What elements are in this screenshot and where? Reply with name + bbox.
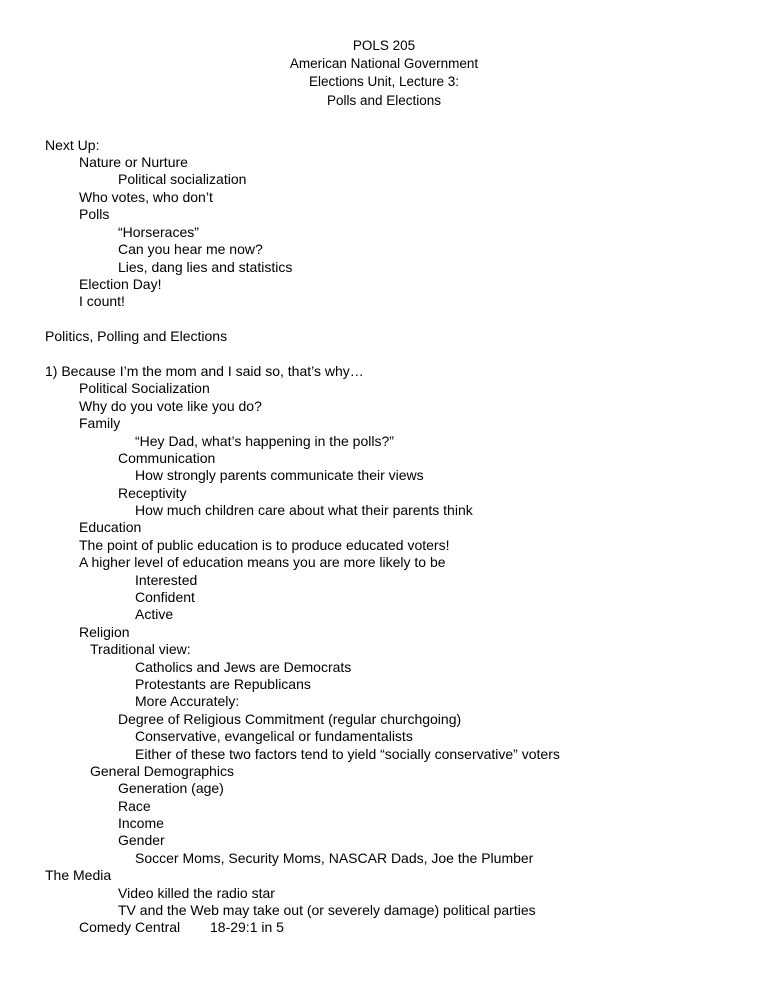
outline-item: Political Socialization <box>79 380 210 396</box>
outline-item: Gender <box>118 832 165 848</box>
outline-item: 18-29:1 in 5 <box>210 919 284 935</box>
outline-item: Comedy Central <box>79 919 181 935</box>
outline-item: Confident <box>135 589 195 605</box>
outline-item: Polls <box>79 206 110 222</box>
outline-item: Political socialization <box>118 171 247 187</box>
outline-item: “Hey Dad, what’s happening in the polls?” <box>135 433 394 449</box>
section-title: Politics, Polling and Elections <box>45 328 228 344</box>
outline-item: Degree of Religious Commitment (regular churchgoing) <box>118 711 462 727</box>
outline-item: Can you hear me now? <box>118 241 263 257</box>
outline-item: Video killed the radio star <box>118 885 275 901</box>
outline-item: Election Day! <box>79 276 162 292</box>
outline-item: How much children care about what their parents think <box>135 502 473 518</box>
outline-item: Why do you vote like you do? <box>79 398 262 414</box>
outline-item: General Demographics <box>90 763 234 779</box>
outline-item: Receptivity <box>118 485 187 501</box>
lecture-topic: Polls and Elections <box>326 92 442 108</box>
outline-item: TV and the Web may take out (or severely damage) political parties <box>118 902 536 918</box>
course-code: POLS 205 <box>352 38 416 53</box>
outline-item: Education <box>79 519 142 535</box>
outline-item: Soccer Moms, Security Moms, NASCAR Dads, Joe the Plumber <box>135 850 534 866</box>
outline-item: Either of these two factors tend to yield “socially conservative” voters <box>135 746 560 762</box>
outline-item: Income <box>118 815 164 831</box>
outline-item: Who votes, who don’t <box>79 189 213 205</box>
outline-item: A higher level of education means you are more likely to be <box>79 554 446 570</box>
outline-item: Nature or Nurture <box>79 154 188 170</box>
outline-item: Catholics and Jews are Democrats <box>135 659 352 675</box>
outline-item: How strongly parents communicate their views <box>135 467 424 483</box>
outline-item: Lies, dang lies and statistics <box>118 259 293 275</box>
outline-item: The point of public education is to produce educated voters! <box>79 537 450 553</box>
outline-item: Protestants are Republicans <box>135 676 311 692</box>
point-heading: 1) Because I’m the mom and I said so, that’s why… <box>45 363 364 379</box>
outline-item: Religion <box>79 624 130 640</box>
outline-item: Conservative, evangelical or fundamentalists <box>135 728 413 744</box>
outline-item: I count! <box>79 293 125 309</box>
outline-item: Communication <box>118 450 216 466</box>
outline-item: The Media <box>45 867 112 883</box>
outline-item: “Horseraces” <box>118 224 199 240</box>
outline-item: Generation (age) <box>118 780 224 796</box>
outline-item: Traditional view: <box>90 641 191 657</box>
course-title: American National Government <box>289 56 479 72</box>
outline-item: More Accurately: <box>135 693 240 709</box>
outline-item: Active <box>135 606 174 622</box>
outline-item: Race <box>118 798 151 814</box>
unit-title: Elections Unit, Lecture 3: <box>308 74 460 90</box>
outline-item: Family <box>79 415 121 431</box>
next-up-heading: Next Up: <box>45 137 100 153</box>
outline-item: Interested <box>135 572 198 588</box>
